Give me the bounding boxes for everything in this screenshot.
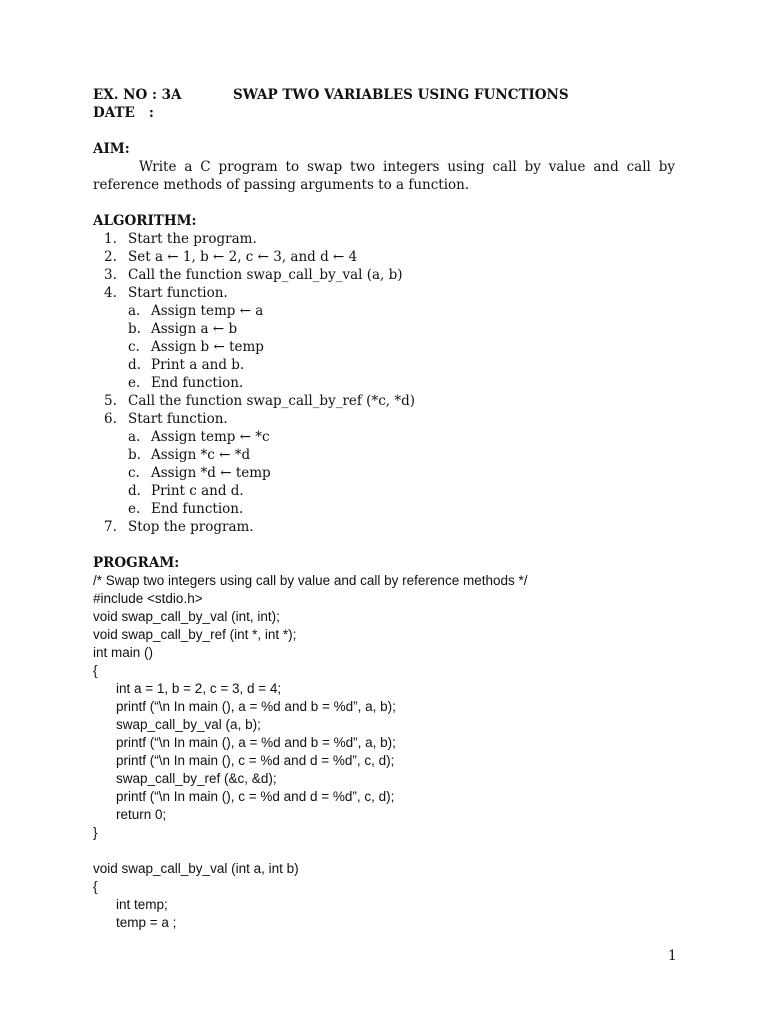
code-line: { bbox=[93, 663, 98, 678]
code-line: } bbox=[93, 825, 98, 840]
exercise-title: SWAP TWO VARIABLES USING FUNCTIONS bbox=[233, 87, 569, 103]
document-page bbox=[93, 86, 675, 932]
algorithm-substep bbox=[93, 446, 675, 464]
algorithm-substep bbox=[93, 338, 675, 356]
code-line: void swap_call_by_val (int, int); bbox=[93, 609, 280, 624]
substep-letter: c. bbox=[128, 465, 140, 481]
step-text: Set a ← 1, b ← 2, c ← 3, and d ← 4 bbox=[128, 249, 358, 265]
substep-text: Assign b ← temp bbox=[151, 339, 264, 355]
step-number: 3. bbox=[104, 267, 117, 283]
step-text: Call the function swap_call_by_ref (*c, *d) bbox=[128, 393, 415, 409]
aim-heading: AIM: bbox=[93, 141, 130, 157]
algorithm-substep bbox=[93, 356, 675, 374]
aim-text: Write a C program to swap two integers using call by value and call by reference methods of passing arguments to a function. bbox=[93, 159, 675, 193]
substep-text: Assign *d ← temp bbox=[151, 465, 271, 481]
substep-text: Assign a ← b bbox=[151, 321, 238, 337]
step-number: 4. bbox=[104, 285, 117, 301]
code-line: void swap_call_by_val (int a, int b) bbox=[93, 861, 299, 876]
substep-letter: a. bbox=[128, 429, 141, 445]
step-number: 7. bbox=[104, 519, 117, 535]
code-include: #include <stdio.h> bbox=[93, 591, 203, 606]
algorithm-step bbox=[93, 284, 675, 302]
algorithm-step bbox=[93, 518, 675, 536]
substep-text: Print c and d. bbox=[151, 483, 244, 499]
page-number: 1 bbox=[668, 948, 677, 964]
exercise-number: EX. NO : 3A bbox=[93, 87, 182, 103]
substep-text: End function. bbox=[151, 375, 244, 391]
date-label: DATE : bbox=[93, 105, 154, 121]
substep-letter: b. bbox=[128, 447, 141, 463]
code-line: swap_call_by_val (a, b); bbox=[116, 717, 261, 732]
program-heading: PROGRAM: bbox=[93, 555, 180, 571]
code-line: printf (“\n In main (), c = %d and d = %d”, c, d); bbox=[116, 789, 395, 804]
code-line: void swap_call_by_ref (int *, int *); bbox=[93, 627, 297, 642]
code-line: temp = a ; bbox=[116, 915, 177, 930]
substep-text: Print a and b. bbox=[151, 357, 245, 373]
substep-letter: d. bbox=[128, 357, 141, 373]
code-line: int a = 1, b = 2, c = 3, d = 4; bbox=[116, 681, 282, 696]
substep-letter: e. bbox=[128, 375, 141, 391]
exercise-header bbox=[93, 86, 675, 104]
code-line: int main () bbox=[93, 645, 154, 660]
algorithm-step bbox=[93, 266, 675, 284]
code-line: return 0; bbox=[116, 807, 167, 822]
code-comment: /* Swap two integers using call by value and call by reference methods */ bbox=[93, 573, 528, 588]
step-text: Stop the program. bbox=[128, 519, 254, 535]
substep-letter: a. bbox=[128, 303, 141, 319]
code-line: printf (“\n In main (), c = %d and d = %d”, c, d); bbox=[116, 753, 395, 768]
code-blank-line bbox=[93, 842, 675, 860]
code-line: int temp; bbox=[116, 897, 168, 912]
substep-letter: c. bbox=[128, 339, 140, 355]
code-line: swap_call_by_ref (&c, &d); bbox=[116, 771, 277, 786]
substep-letter: b. bbox=[128, 321, 141, 337]
algorithm-substep bbox=[93, 482, 675, 500]
step-number: 2. bbox=[104, 249, 117, 265]
step-text: Call the function swap_call_by_val (a, b) bbox=[128, 267, 403, 283]
algorithm-step bbox=[93, 230, 675, 248]
code-line: printf (“\n In main (), a = %d and b = %d”, a, b); bbox=[116, 699, 396, 714]
substep-text: Assign temp ← *c bbox=[151, 429, 270, 445]
step-text: Start the program. bbox=[128, 231, 257, 247]
algorithm-heading: ALGORITHM: bbox=[93, 213, 197, 229]
substep-letter: e. bbox=[128, 501, 141, 517]
step-number: 5. bbox=[104, 393, 117, 409]
code-line: printf (“\n In main (), a = %d and b = %d”, a, b); bbox=[116, 735, 396, 750]
algorithm-substep bbox=[93, 374, 675, 392]
algorithm-step bbox=[93, 410, 675, 428]
code-line: { bbox=[93, 879, 98, 894]
substep-text: Assign temp ← a bbox=[151, 303, 264, 319]
algorithm-step bbox=[93, 392, 675, 410]
step-text: Start function. bbox=[128, 411, 228, 427]
algorithm-substep bbox=[93, 464, 675, 482]
step-number: 6. bbox=[104, 411, 117, 427]
step-text: Start function. bbox=[128, 285, 228, 301]
algorithm-step bbox=[93, 248, 675, 266]
step-number: 1. bbox=[104, 231, 117, 247]
substep-text: Assign *c ← *d bbox=[151, 447, 251, 463]
algorithm-substep bbox=[93, 428, 675, 446]
algorithm-substep bbox=[93, 500, 675, 518]
substep-text: End function. bbox=[151, 501, 244, 517]
algorithm-substep bbox=[93, 320, 675, 338]
algorithm-substep bbox=[93, 302, 675, 320]
substep-letter: d. bbox=[128, 483, 141, 499]
